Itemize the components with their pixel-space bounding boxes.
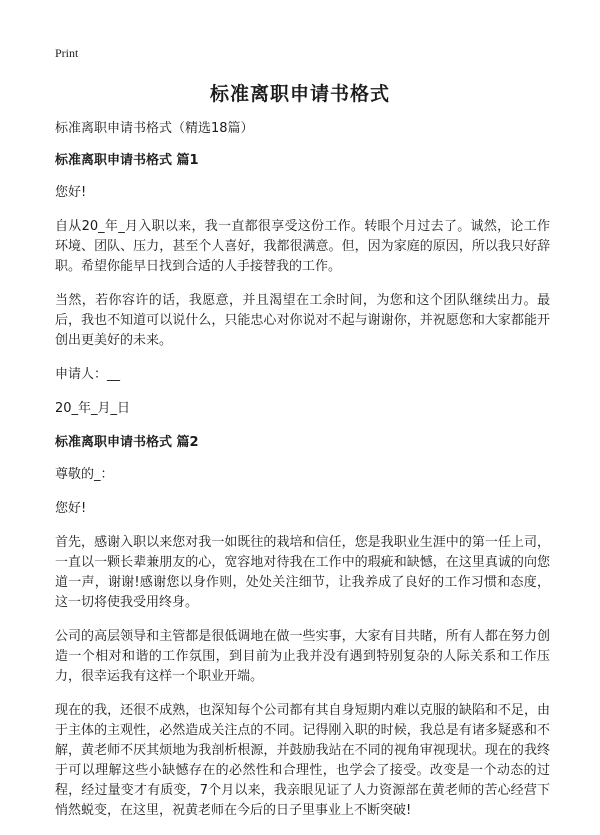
- paragraph: 您好!: [55, 185, 87, 200]
- paragraph: 您好!: [55, 501, 87, 516]
- paragraph: 自从20_年_月入职以来，我一直都很享受这份工作。转眼个月过去了。诚然，论工作环境、团队、压力，甚至个人喜好，我都很满意。但，因为家庭的原因，所以我只好辞职。希望你能早日找到合适的人手接替我的工作。: [55, 219, 550, 274]
- paragraph: 首先，感谢入职以来您对我一如既往的栽培和信任，您是我职业生涯中的第一任上司，一直以一颗长辈兼朋友的心，宽容地对待我在工作中的瑕疵和缺憾，在这里真诚的向您道一声，谢谢!感谢您以身作则，处处关注细节，让我养成了良好的工作习惯和态度，这一切将使我受用终身。: [55, 535, 550, 610]
- paragraph: 当然，若你容许的话，我愿意，并且渴望在工余时间，为您和这个团队继续出力。最后，我也不知道可以说什么，只能忠心对你说对不起与谢谢你，并祝愿您和大家都能开创出更美好的未来。: [55, 293, 550, 348]
- section-heading-2: 标准离职申请书格式 篇2: [55, 435, 199, 450]
- date-line: 20_年_月_日: [55, 401, 131, 416]
- salutation: 尊敬的_：: [55, 467, 114, 482]
- document-body: [55, 119, 550, 835]
- paragraph: 公司的高层领导和主管都是很低调地在做一些实事，大家有目共睹，所有人都在努力创造一个相对和谐的工作氛围，到目前为止我并没有遇到特别复杂的人际关系和工作压力，很幸运我有这样一个职业开端。: [55, 629, 550, 684]
- section-heading-1: 标准离职申请书格式 篇1: [55, 153, 199, 168]
- document-subtitle: 标准离职申请书格式（精选18篇）: [55, 121, 254, 136]
- print-label[interactable]: Print: [55, 46, 79, 60]
- page-title: 标准离职申请书格式: [209, 83, 390, 105]
- paragraph: 现在的我，还很不成熟，也深知每个公司都有其自身短期内难以克服的缺陷和不足，由于主体的主观性，必然造成关注点的不同。记得刚入职的时候，我总是有诸多疑惑和不解，黄老师不厌其烦地为我剖析根源，并鼓励我站在不同的视角审视现状。现在的我终于可以理解这些小缺憾存在的必然性和合理性，也学会了接受。改变是一个动态的过程，经过量变才有质变，7个月以来，我亲眼见证了人力资源部在黄老师的苦心经营下悄然蜕变，在这里，祝黄老师在今后的日子里事业上不断突破!: [55, 703, 550, 818]
- applicant-line: 申请人：__: [55, 367, 121, 382]
